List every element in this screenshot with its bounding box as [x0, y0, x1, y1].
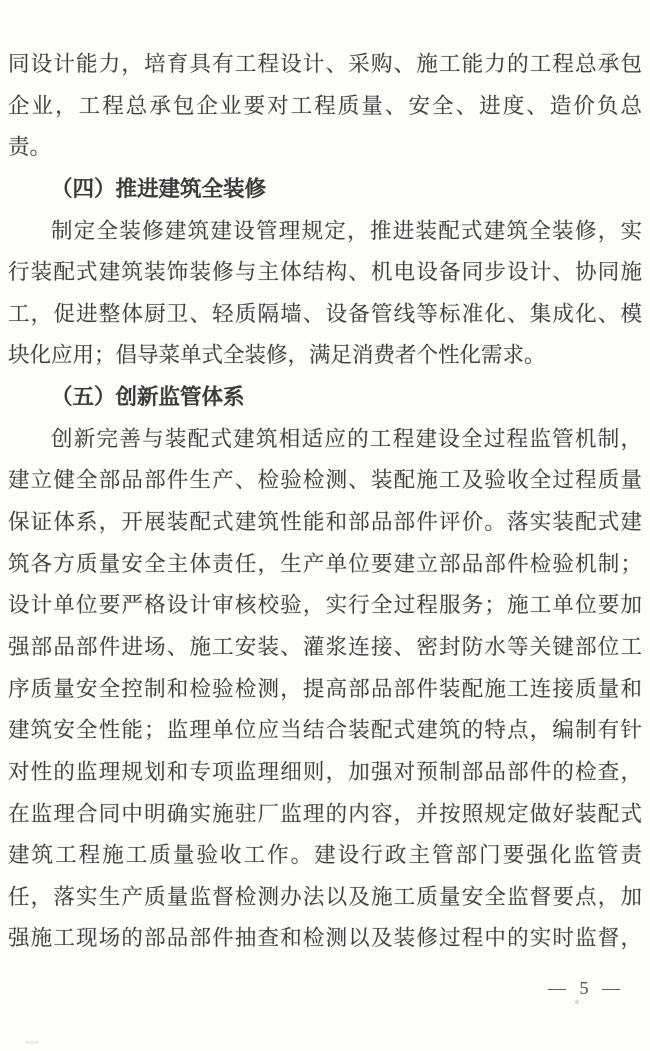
page-number: — 5 —: [548, 978, 620, 998]
text-line: 强施工现场的部品部件抽查和检测以及装修过程中的实时监督，: [8, 926, 642, 951]
text-line: 建立健全部品部件生产、检验检测、装配施工及验收全过程质量: [8, 468, 642, 493]
document-body: [8, 44, 642, 960]
text-line: 块化应用；倡导菜单式全装修，满足消费者个性化需求。: [8, 343, 546, 368]
text-line: 对性的监理规划和专项监理细则，加强对预制部品部件的检查，: [8, 759, 642, 784]
text-line: 制定全装修建筑建设管理规定，推进装配式建筑全装修，实: [51, 218, 642, 243]
section-heading: （四）推进建筑全装修: [51, 176, 267, 201]
text-line: 企业，工程总承包企业要对工程质量、安全、进度、造价负总: [8, 93, 642, 118]
text-line: 任，落实生产质量监督检测办法以及施工质量安全监督要点，加: [8, 884, 642, 909]
text-line: 强部品部件进场、施工安装、灌浆连接、密封防水等关键部位工: [8, 634, 642, 659]
text-line: 建筑安全性能；监理单位应当结合装配式建筑的特点，编制有针: [8, 718, 642, 743]
text-line: 筑各方质量安全主体责任，生产单位要建立部品部件检验机制；: [8, 551, 642, 576]
text-line: 同设计能力，培育具有工程设计、采购、施工能力的工程总承包: [8, 52, 642, 76]
text-line: 保证体系，开展装配式建筑性能和部品部件评价。落实装配式建: [8, 510, 642, 535]
text-line: 责。: [8, 135, 52, 160]
text-line: 工，促进整体厨卫、轻质隔墙、设备管线等标准化、集成化、模: [8, 301, 642, 326]
text-line: 在监理合同中明确实施驻厂监理的内容，并按照规定做好装配式: [8, 801, 642, 826]
text-line: 序质量安全控制和检验检测，提高部品部件装配施工连接质量和: [8, 676, 642, 701]
text-line: 设计单位要严格设计审核校验，实行全过程服务；施工单位要加: [8, 593, 642, 618]
text-line: 行装配式建筑装饰装修与主体结构、机电设备同步设计、协同施: [8, 260, 642, 285]
section-heading: （五）创新监管体系: [51, 385, 245, 410]
text-line: 创新完善与装配式建筑相适应的工程建设全过程监管机制，: [51, 426, 642, 451]
scan-speck: [575, 1000, 579, 1004]
text-line: 建筑工程施工质量验收工作。建设行政主管部门要强化监管责: [8, 843, 642, 868]
scan-speck: [25, 1041, 39, 1044]
